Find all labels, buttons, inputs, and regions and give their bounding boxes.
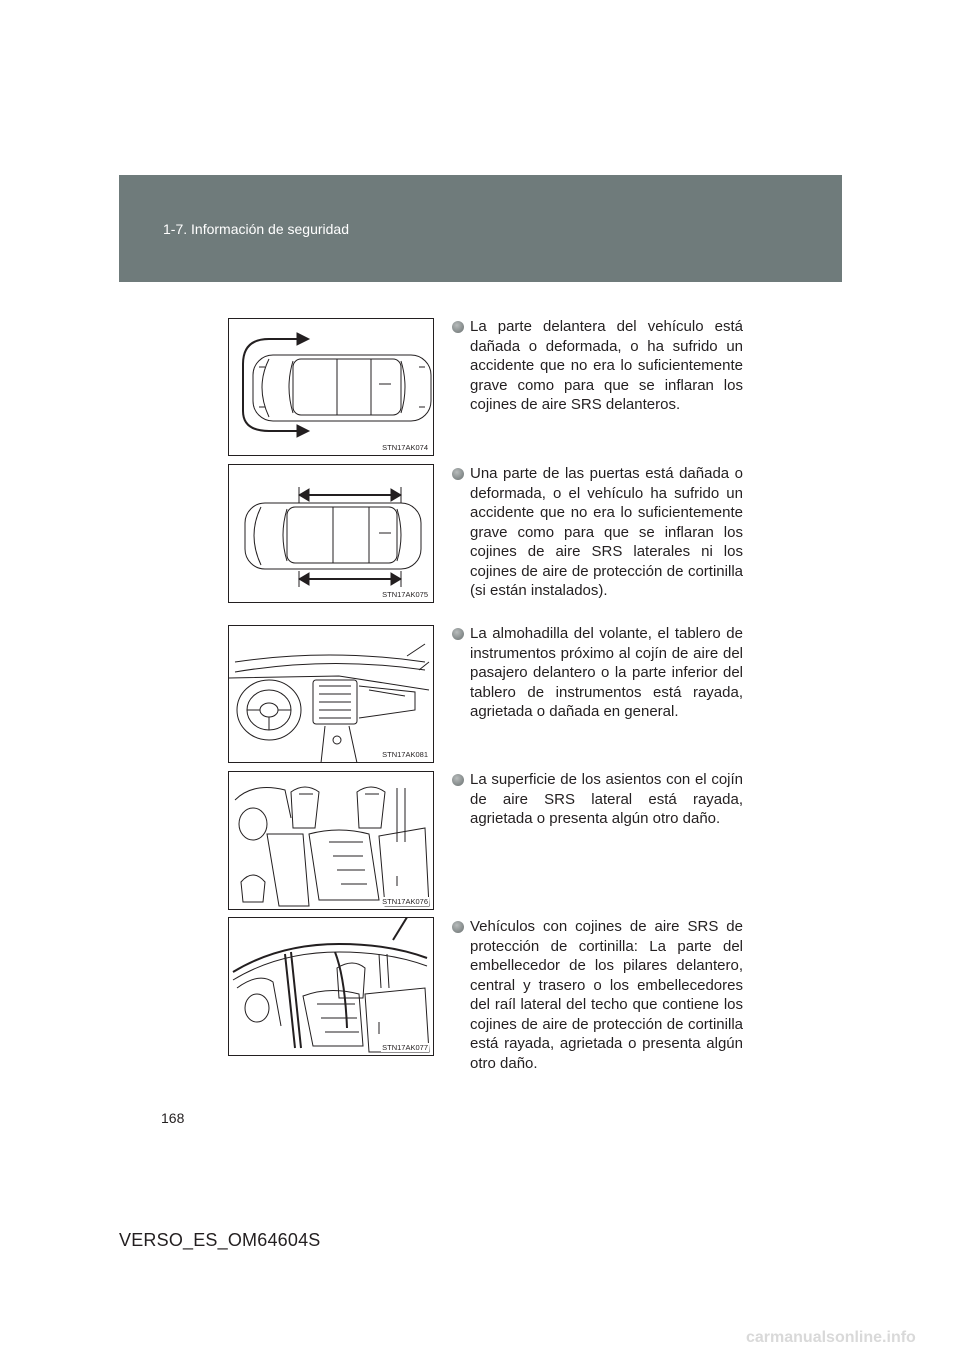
car-top-view-front-illustration xyxy=(229,319,434,456)
figure-curtain-pillars xyxy=(228,917,434,1056)
figure-side-damage xyxy=(228,464,434,603)
figure-code: STN17AK081 xyxy=(382,750,428,759)
bullet-icon xyxy=(452,628,464,640)
list-item-text: La parte delantera del vehículo está dañada o deformada, o ha sufrido un accidente que no era lo suficientemente grave como para que se inflaran los cojines de aire SRS delanteros. xyxy=(470,318,743,413)
seats-illustration xyxy=(229,772,434,910)
document-id: VERSO_ES_OM64604S xyxy=(119,1230,321,1250)
figure-code: STN17AK075 xyxy=(382,590,428,599)
list-item xyxy=(452,317,743,415)
bullet-icon xyxy=(452,921,464,933)
figure-code: STN17AK076 xyxy=(382,897,428,906)
section-header-bar xyxy=(119,175,842,282)
list-item-text: La almohadilla del volante, el tablero de instrumentos próximo al cojín de aire del pasajero delantero o la parte inferior del tablero de instrumentos está rayada, agrietada o dañada en general. xyxy=(470,625,743,720)
dashboard-illustration xyxy=(229,626,434,763)
pillars-illustration xyxy=(229,918,434,1056)
page-number: 168 xyxy=(161,1110,185,1126)
list-item xyxy=(452,917,743,1073)
figure-code: STN17AK077 xyxy=(382,1043,428,1052)
car-top-view-side-illustration xyxy=(229,465,434,603)
list-item-text: Vehículos con cojines de aire SRS de protección de cortinilla: La parte del embellecedor de los pilares delantero, central y trasero o los embellecedores del raíl lateral del techo que contiene los cojines de aire de protección de cortinilla está rayada, agrietada o presenta algún otro daño. xyxy=(470,918,743,1072)
figure-code: STN17AK074 xyxy=(382,443,428,452)
watermark: carmanualsonline.info xyxy=(746,1329,916,1346)
list-item xyxy=(452,770,743,829)
section-title: 1-7. Información de seguridad xyxy=(163,221,349,237)
bullet-icon xyxy=(452,468,464,480)
bullet-icon xyxy=(452,321,464,333)
figure-front-damage xyxy=(228,318,434,456)
bullet-icon xyxy=(452,774,464,786)
list-item-text: Una parte de las puertas está dañada o deformada, o el vehículo ha sufrido un accidente que no era lo suficientemente grave como para que se inflaran los cojines de aire SRS laterales ni los cojines de aire de protección de cortinilla (si están instalados). xyxy=(470,465,743,599)
list-item xyxy=(452,464,743,601)
list-item-text: La superficie de los asientos con el cojín de aire SRS lateral está rayada, agrietada o presenta algún otro daño. xyxy=(470,771,743,827)
list-item xyxy=(452,624,743,722)
figure-seats xyxy=(228,771,434,910)
figure-dashboard xyxy=(228,625,434,763)
